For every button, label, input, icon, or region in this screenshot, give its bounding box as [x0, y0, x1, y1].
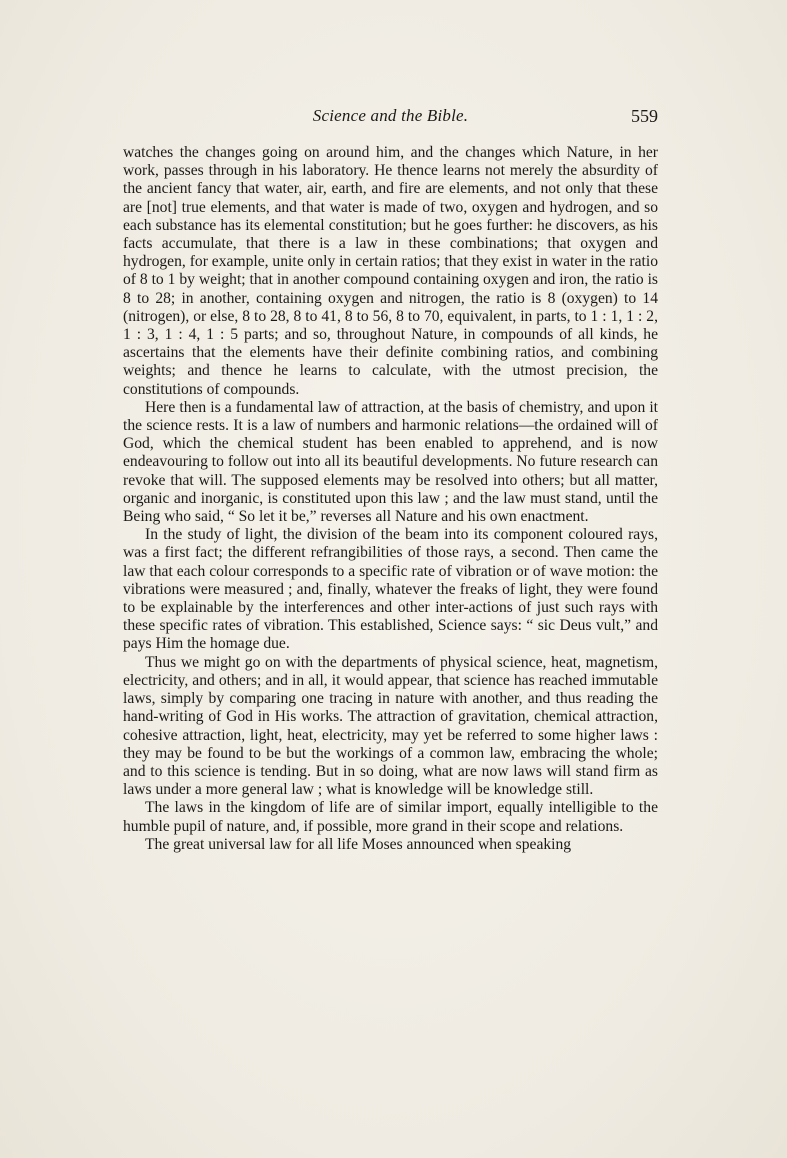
paragraph-5: The laws in the kingdom of life are of similar import, equally intelligible to the humble pupil of nature, and, if possible, more grand in their scope and relations.: [123, 799, 658, 835]
paragraph-1: watches the changes going on around him, and the changes which Nature, in her work, passes through in his laboratory. He thence learns not merely the absurdity of the ancient fancy that water, air, earth, and fire are elements, and not only that these are [not] true elements, and that water is made of two, oxygen and hydrogen, and so each substance has its elemental constitution; but he goes further: he discovers, as his facts accumulate, that there is a law in these combinations; that oxygen and hydrogen, for example, unite only in certain ratios; that they exist in water in the ratio of 8 to 1 by weight; that in another compound containing oxygen and iron, the ratio is 8 to 28; in another, containing oxygen and nitrogen, the ratio is 8 (oxygen) to 14 (nitrogen), or else, 8 to 28, 8 to 41, 8 to 56, 8 to 70, equivalent, in parts, to 1 : 1, 1 : 2, 1 : 3, 1 : 4, 1 : 5 parts; and so, throughout Nature, in compounds of all kinds, he ascertains that the elements have their definite combining ratios, and combining weights; and thence he learns to calculate, with the utmost precision, the constitutions of compounds.: [123, 144, 658, 398]
page-number: 559: [631, 106, 658, 126]
body-text: [123, 144, 658, 854]
paragraph-4: Thus we might go on with the departments of physical science, heat, magnetism, electricity, and others; and in all, it would appear, that science has reached immutable laws, simply by comparing one tracing in nature with another, and thus reading the hand-writing of God in His works. The attraction of gravitation, chemical attraction, cohesive attraction, light, heat, electricity, may yet be referred to some higher laws : they may be found to be but the workings of a common law, embracing the whole; and to this science is tending. But in so doing, what are now laws will stand firm as laws under a more general law ; what is knowledge will be knowledge still.: [123, 653, 658, 799]
paragraph-3: In the study of light, the division of the beam into its component coloured rays, was a first fact; the different refrangibilities of those rays, a second. Then came the law that each colour corresponds to a specific rate of vibration or of wave motion: the vibrations were measured ; and, finally, whatever the freaks of light, they were found to be explainable by the interferences and other inter-actions of just such rays with these specific rates of vibration. This established, Science says: “ sic Deus vult,” and pays Him the homage due.: [123, 526, 658, 653]
running-header: [123, 106, 658, 130]
paragraph-2: Here then is a fundamental law of attraction, at the basis of chemistry, and upon it the science rests. It is a law of numbers and harmonic relations—the ordained will of God, which the chemical student has been enabled to apprehend, and is now endeavouring to follow out into all its beautiful developments. No future research can revoke that will. The supposed elements may be resolved into others; but all matter, organic and inorganic, is constituted upon this law ; and the law must stand, until the Being who said, “ So let it be,” reverses all Nature and his own enactment.: [123, 398, 658, 526]
paragraph-6: The great universal law for all life Moses announced when speaking: [145, 835, 572, 853]
running-title: Science and the Bible.: [312, 106, 469, 125]
